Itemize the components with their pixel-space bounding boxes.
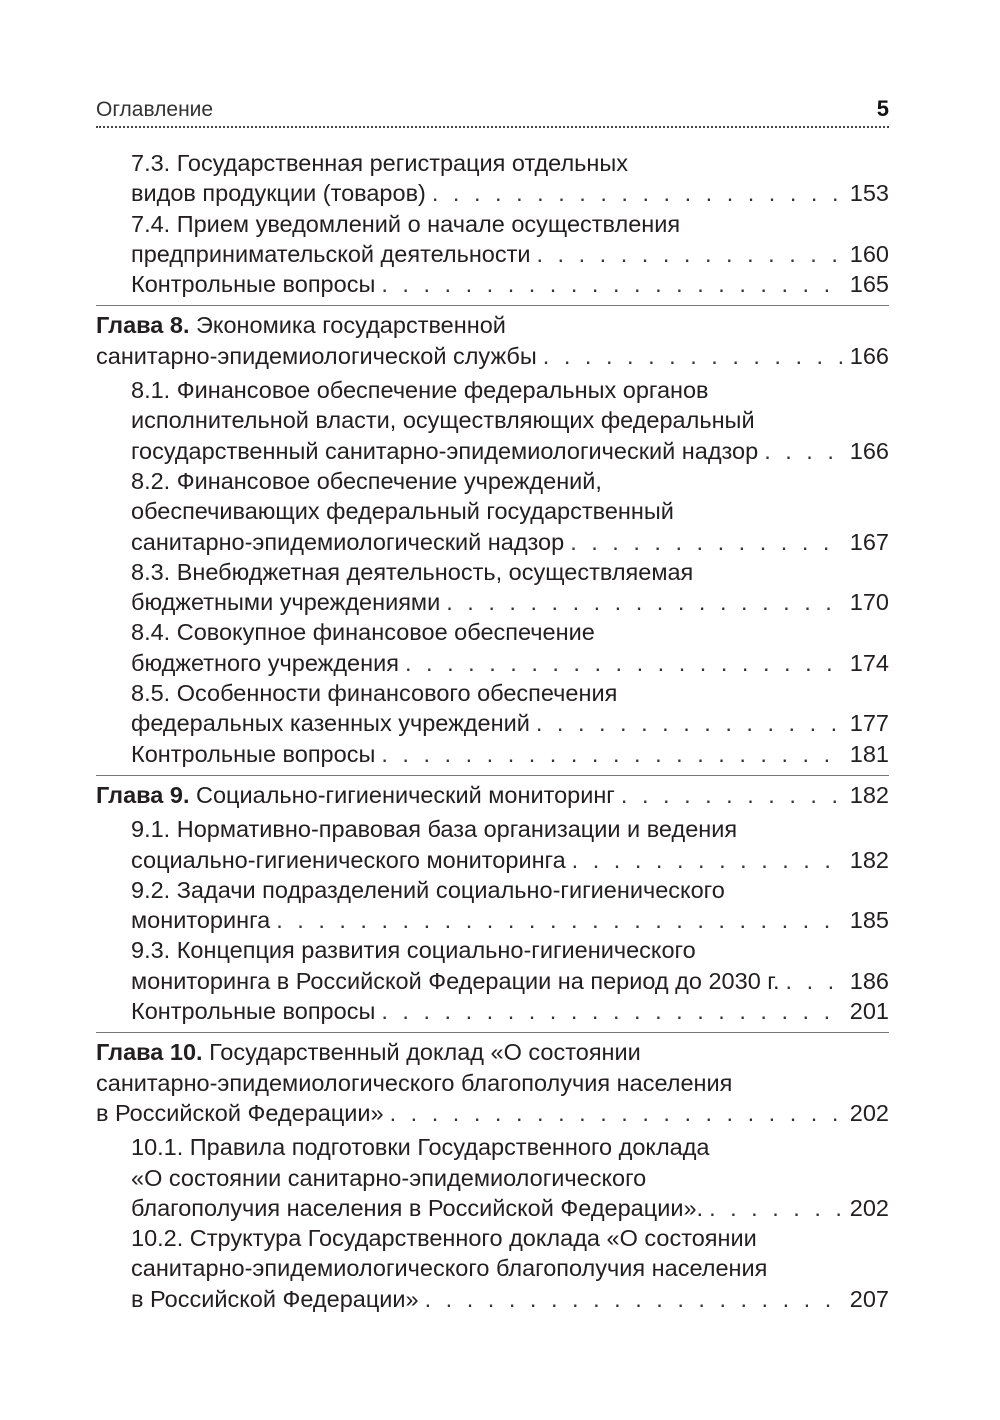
toc-entry-text xyxy=(131,527,564,557)
toc-entry-text xyxy=(131,559,693,585)
page-number: 5 xyxy=(876,96,889,121)
toc-entry-text xyxy=(131,619,595,645)
toc-entry-text xyxy=(131,816,737,842)
toc-entry-text xyxy=(131,1284,419,1314)
toc-entry-text xyxy=(131,1134,710,1160)
toc-entry-line xyxy=(131,935,889,965)
toc-entry-title: видов продукции (товаров) xyxy=(131,180,426,207)
toc-entry-text xyxy=(96,1098,384,1128)
table-of-contents xyxy=(96,148,889,1314)
toc-entry-text xyxy=(131,648,399,678)
toc-entry-title: Контрольные вопросы xyxy=(131,271,376,298)
chapter-label: Глава 8. xyxy=(96,312,190,339)
toc-entry-line xyxy=(131,178,889,208)
toc-page-number: 182 xyxy=(849,846,889,873)
toc-page-number: 182 xyxy=(849,781,889,808)
toc-section-entry[interactable] xyxy=(96,678,889,739)
toc-entry-text xyxy=(131,436,758,466)
toc-chapter-entry[interactable] xyxy=(96,305,889,371)
toc-entry-text xyxy=(131,845,566,875)
toc-entry-title: Социально-гигиенический мониторинг xyxy=(189,781,615,808)
toc-entry-text xyxy=(131,905,270,935)
toc-entry-text xyxy=(96,341,537,371)
toc-entry-line xyxy=(131,269,889,299)
toc-entry-text xyxy=(131,178,426,208)
toc-entry-text xyxy=(96,312,506,338)
chapter-label: Глава 9. xyxy=(96,781,190,808)
toc-entry-title: 8.1. Финансовое обеспечение федеральных органов xyxy=(131,377,709,404)
dot-leader xyxy=(405,648,842,678)
dot-leader xyxy=(621,780,842,810)
dot-leader xyxy=(425,1284,842,1314)
dot-leader xyxy=(276,905,842,935)
toc-entry-line xyxy=(131,875,889,905)
toc-section-entry[interactable] xyxy=(96,269,889,299)
toc-entry-line xyxy=(131,1223,889,1253)
dot-leader xyxy=(381,739,841,769)
dot-leader xyxy=(786,966,842,996)
running-header-title: Оглавление xyxy=(96,98,214,121)
chapter-label: Глава 10. xyxy=(96,1039,203,1066)
toc-entry-title: благополучия населения в Российской Федерации». xyxy=(131,1194,704,1221)
dot-leader xyxy=(709,1193,842,1223)
toc-page-number: 153 xyxy=(849,180,889,207)
toc-section-entry[interactable] xyxy=(96,466,889,557)
toc-entry-title: в Российской Федерации» xyxy=(131,1285,419,1312)
toc-page-number: 201 xyxy=(849,998,889,1025)
toc-entry-text xyxy=(96,780,615,810)
toc-entry-title: 7.3. Государственная регистрация отдельных xyxy=(131,150,629,176)
toc-entry-text xyxy=(131,966,780,996)
toc-entry-text xyxy=(131,877,725,903)
toc-page-number: 202 xyxy=(849,1099,889,1126)
toc-entry-text xyxy=(131,211,680,237)
toc-section-entry[interactable] xyxy=(96,148,889,209)
toc-section-entry[interactable] xyxy=(96,209,889,270)
toc-section-entry[interactable] xyxy=(96,996,889,1026)
toc-entry-line xyxy=(131,905,889,935)
toc-entry-text xyxy=(131,377,709,403)
running-header xyxy=(96,96,889,128)
toc-entry-title: федеральных казенных учреждений xyxy=(131,710,530,737)
toc-entry-line xyxy=(131,648,889,678)
toc-entry-text xyxy=(131,1193,703,1223)
toc-entry-line xyxy=(131,209,889,239)
toc-entry-line xyxy=(131,148,889,178)
toc-entry-line xyxy=(131,966,889,996)
toc-entry-line xyxy=(131,996,889,1026)
toc-entry-text xyxy=(131,150,628,176)
dot-leader xyxy=(537,239,842,269)
toc-entry-text xyxy=(131,1165,646,1191)
toc-entry-title: бюджетного учреждения xyxy=(131,649,399,676)
toc-entry-line xyxy=(131,436,889,466)
toc-entry-text xyxy=(131,708,530,738)
dot-leader xyxy=(570,527,842,557)
toc-entry-line xyxy=(131,1284,889,1314)
toc-entry-title: санитарно-эпидемиологический надзор xyxy=(131,528,565,555)
toc-entry-title: 10.2. Структура Государственного доклада «О состоянии xyxy=(131,1225,757,1252)
toc-entry-line xyxy=(131,1163,889,1193)
toc-entry-line xyxy=(131,466,889,496)
toc-entry-title: государственный санитарно-эпидемиологический надзор xyxy=(131,437,759,464)
toc-section-entry[interactable] xyxy=(96,739,889,769)
toc-entry-line xyxy=(131,814,889,844)
toc-entry-line xyxy=(131,845,889,875)
toc-entry-text xyxy=(131,937,696,963)
toc-section-entry[interactable] xyxy=(96,875,889,936)
toc-entry-line xyxy=(131,587,889,617)
toc-page-number: 207 xyxy=(849,1285,889,1312)
toc-entry-line xyxy=(131,375,889,405)
toc-entry-line xyxy=(131,708,889,738)
toc-page-number: 174 xyxy=(849,649,889,676)
toc-entry-title: социально-гигиенического мониторинга xyxy=(131,846,566,873)
dot-leader xyxy=(381,996,841,1026)
toc-entry-line xyxy=(96,1068,889,1098)
toc-entry-text xyxy=(131,996,375,1026)
toc-entry-line xyxy=(131,739,889,769)
toc-entry-line xyxy=(96,1098,889,1128)
dot-leader xyxy=(390,1098,842,1128)
toc-entry-line xyxy=(131,1193,889,1223)
dot-leader xyxy=(543,341,842,371)
toc-entry-title: 10.1. Правила подготовки Государственного доклада xyxy=(131,1134,710,1161)
toc-entry-line xyxy=(131,557,889,587)
toc-page-number: 165 xyxy=(849,271,889,298)
toc-section-entry[interactable] xyxy=(96,814,889,875)
toc-entry-title: «О состоянии санитарно-эпидемиологического xyxy=(131,1164,647,1191)
toc-entry-text xyxy=(96,1039,641,1065)
toc-entry-title: 8.2. Финансовое обеспечение учреждений, xyxy=(131,467,602,494)
toc-entry-title: Контрольные вопросы xyxy=(131,740,376,767)
toc-entry-title: Контрольные вопросы xyxy=(131,998,376,1025)
toc-entry-line xyxy=(131,527,889,557)
dot-leader xyxy=(432,178,842,208)
toc-page-number: 166 xyxy=(849,342,889,369)
toc-entry-line xyxy=(96,310,889,340)
toc-entry-line xyxy=(131,239,889,269)
toc-entry-text xyxy=(131,1225,757,1251)
toc-entry-title: Экономика государственной xyxy=(189,312,506,339)
toc-entry-title: санитарно-эпидемиологического благополучия населения xyxy=(96,1069,733,1096)
toc-entry-line xyxy=(96,780,889,810)
toc-section-entry[interactable] xyxy=(96,617,889,678)
toc-entry-title: 8.3. Внебюджетная деятельность, осуществляемая xyxy=(131,558,694,585)
toc-entry-line xyxy=(131,405,889,435)
toc-section-entry[interactable] xyxy=(96,375,889,466)
toc-entry-text xyxy=(131,468,602,494)
toc-page-number: 181 xyxy=(849,740,889,767)
toc-entry-title: 9.2. Задачи подразделений социально-гигиенического xyxy=(131,876,725,903)
toc-entry-title: 7.4. Прием уведомлений о начале осуществления xyxy=(131,210,681,237)
toc-page-number: 166 xyxy=(849,437,889,464)
toc-entry-title: в Российской Федерации» xyxy=(96,1099,384,1126)
toc-page-number: 160 xyxy=(849,240,889,267)
toc-chapter-entry[interactable] xyxy=(96,775,889,810)
toc-entry-title: 9.1. Нормативно-правовая база организации и ведения xyxy=(131,816,738,843)
toc-section-entry[interactable] xyxy=(96,935,889,996)
toc-page-number: 185 xyxy=(849,907,889,934)
dot-leader xyxy=(536,708,842,738)
toc-entry-title: Государственный доклад «О состоянии xyxy=(202,1039,641,1066)
toc-entry-line xyxy=(131,496,889,526)
toc-entry-title: 8.5. Особенности финансового обеспечения xyxy=(131,680,618,707)
dot-leader xyxy=(446,587,842,617)
toc-entry-title: 8.4. Совокупное финансовое обеспечение xyxy=(131,619,595,646)
toc-entry-title: мониторинга в Российской Федерации на период до 2030 г. xyxy=(131,967,780,994)
toc-entry-title: обеспечивающих федеральный государственный xyxy=(131,498,674,525)
toc-section-entry[interactable] xyxy=(96,1132,889,1223)
toc-page-number: 202 xyxy=(849,1194,889,1221)
toc-page-number: 170 xyxy=(849,589,889,616)
toc-entry-text xyxy=(131,587,440,617)
toc-entry-title: исполнительной власти, осуществляющих федеральный xyxy=(131,407,755,434)
toc-entry-text xyxy=(131,498,674,524)
toc-page-number: 186 xyxy=(849,967,889,994)
toc-entry-text xyxy=(131,239,531,269)
toc-entry-title: предпринимательской деятельности xyxy=(131,240,531,267)
toc-page-number: 167 xyxy=(849,528,889,555)
toc-entry-text xyxy=(131,407,755,433)
toc-entry-line xyxy=(96,1037,889,1067)
dot-leader xyxy=(572,845,842,875)
toc-entry-title: санитарно-эпидемиологического благополучия населения xyxy=(131,1255,768,1282)
toc-entry-line xyxy=(131,1132,889,1162)
toc-page-number: 177 xyxy=(849,710,889,737)
toc-entry-line xyxy=(131,678,889,708)
toc-entry-line xyxy=(96,341,889,371)
toc-entry-text xyxy=(131,680,617,706)
toc-entry-title: 9.3. Концепция развития социально-гигиенического xyxy=(131,937,696,964)
toc-entry-line xyxy=(131,1253,889,1283)
toc-entry-title: бюджетными учреждениями xyxy=(131,589,441,616)
toc-section-entry[interactable] xyxy=(96,557,889,618)
toc-entry-text xyxy=(131,269,375,299)
dot-leader xyxy=(764,436,842,466)
toc-entry-text xyxy=(131,1255,767,1281)
toc-entry-text xyxy=(131,739,375,769)
toc-chapter-entry[interactable] xyxy=(96,1032,889,1128)
toc-section-entry[interactable] xyxy=(96,1223,889,1314)
dot-leader xyxy=(381,269,841,299)
toc-entry-line xyxy=(131,617,889,647)
toc-entry-title: санитарно-эпидемиологической службы xyxy=(96,342,537,369)
toc-entry-text xyxy=(96,1070,732,1096)
toc-entry-title: мониторинга xyxy=(131,907,271,934)
